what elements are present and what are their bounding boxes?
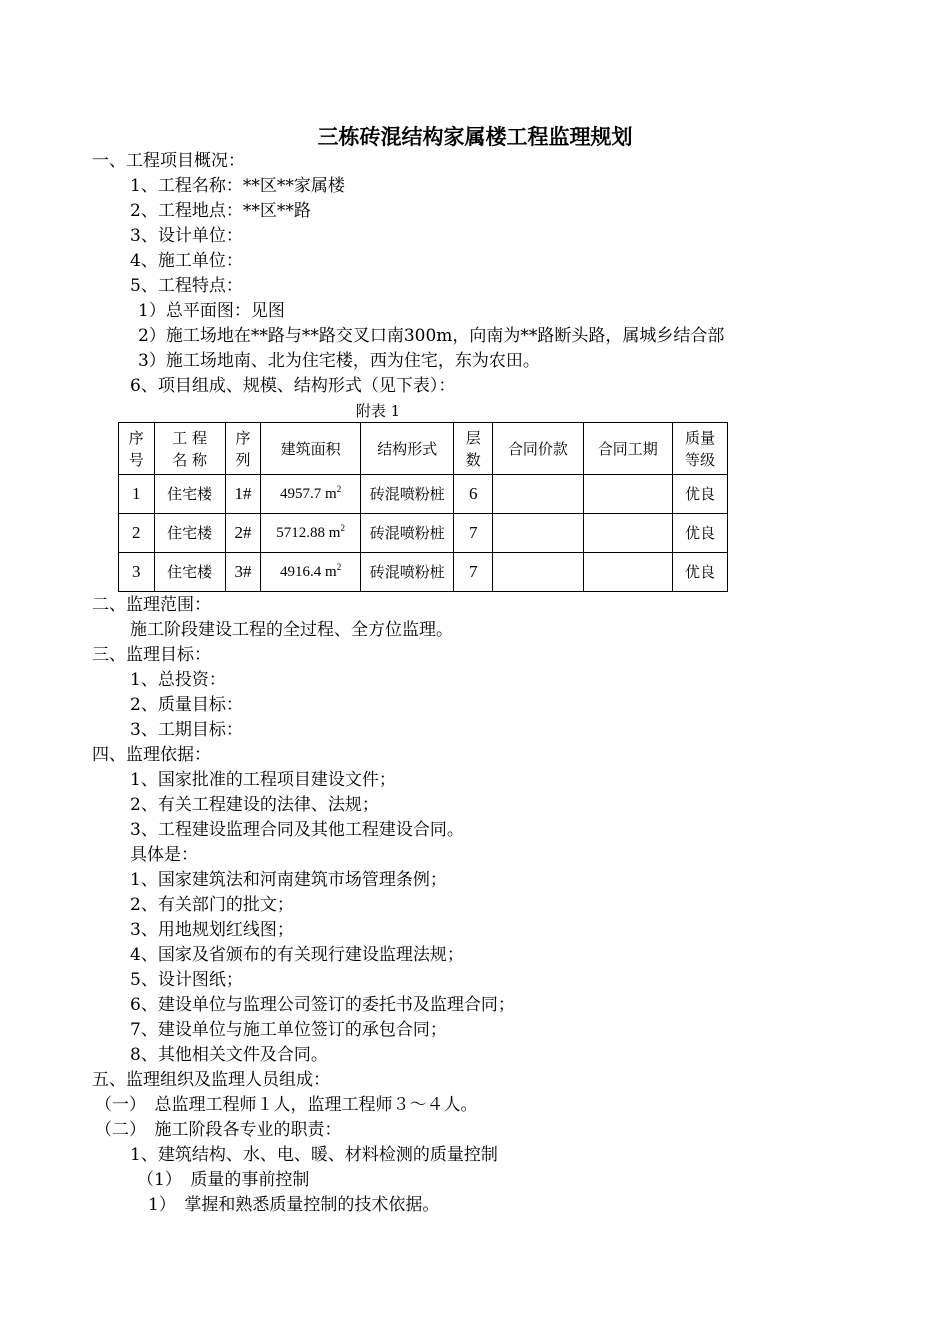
text-duties-heading: （二） 施工阶段各专业的职责： — [95, 1120, 342, 1140]
cell-seq: 3# — [225, 553, 261, 592]
cell-price — [493, 475, 583, 514]
text-quality-control-scope: 1、建筑结构、水、电、暖、材料检测的质量控制 — [130, 1145, 498, 1165]
text-specific-item: 5、设计图纸； — [130, 970, 243, 990]
header-quality-grade: 质量 等级 — [673, 423, 728, 475]
header-no: 序 号 — [119, 423, 155, 475]
text-specific-item: 3、用地规划红线图； — [130, 920, 294, 940]
text-staff-count: （一） 总监理工程师１人，监理工程师３～４人。 — [95, 1095, 478, 1115]
text-project-location: 2、工程地点：**区**路 — [130, 201, 311, 221]
text-site-plan: 1）总平面图：见图 — [138, 301, 285, 321]
cell-structure: 砖混喷粉桩 — [360, 475, 454, 514]
text-supervision-scope: 施工阶段建设工程的全过程、全方位监理。 — [130, 620, 453, 640]
text-specific-item: 8、其他相关文件及合同。 — [130, 1045, 328, 1065]
cell-price — [493, 514, 583, 553]
cell-no: 2 — [119, 514, 155, 553]
text-site-surroundings: 3）施工场地南、北为住宅楼，西为住宅，东为农田。 — [138, 351, 540, 371]
cell-floors: 6 — [454, 475, 493, 514]
header-building-area: 建筑面积 — [261, 423, 361, 475]
cell-structure: 砖混喷粉桩 — [360, 514, 454, 553]
text-design-unit: 3、设计单位： — [130, 226, 243, 246]
text-project-composition: 6、项目组成、规模、结构形式（见下表）： — [130, 376, 456, 396]
table-row — [119, 475, 728, 514]
heading-supervision-organization: 五、监理组织及监理人员组成： — [92, 1070, 330, 1090]
cell-period — [583, 553, 672, 592]
cell-area: 5712.88 $m^2$ — [261, 514, 361, 553]
document-title: 三栋砖混结构家属楼工程监理规划 — [317, 124, 633, 149]
cell-name: 住宅楼 — [154, 514, 225, 553]
cell-quality: 优良 — [673, 475, 728, 514]
project-table — [118, 422, 728, 592]
cell-no: 3 — [119, 553, 155, 592]
header-structure-type: 结构形式 — [360, 423, 454, 475]
heading-supervision-scope: 二、监理范围： — [92, 595, 211, 615]
cell-structure: 砖混喷粉桩 — [360, 553, 454, 592]
heading-supervision-basis: 四、监理依据： — [92, 745, 211, 765]
table-row — [119, 553, 728, 592]
cell-seq: 1# — [225, 475, 261, 514]
text-schedule-goal: 3、工期目标： — [130, 720, 243, 740]
cell-name: 住宅楼 — [154, 475, 225, 514]
header-contract-price: 合同价款 — [493, 423, 583, 475]
heading-project-overview: 一、工程项目概况： — [92, 151, 245, 171]
cell-price — [493, 553, 583, 592]
table-row — [119, 514, 728, 553]
cell-area: 4957.7 $m^2$ — [261, 475, 361, 514]
text-quality-goal: 2、质量目标： — [130, 695, 243, 715]
text-total-investment: 1、总投资： — [130, 670, 226, 690]
text-specific-item: 4、国家及省颁布的有关现行建设监理法规； — [130, 945, 464, 965]
cell-no: 1 — [119, 475, 155, 514]
header-floors: 层 数 — [454, 423, 493, 475]
cell-period — [583, 514, 672, 553]
cell-area: 4916.4 $m^2$ — [261, 553, 361, 592]
cell-quality: 优良 — [673, 514, 728, 553]
cell-period — [583, 475, 672, 514]
text-specifically: 具体是： — [130, 845, 198, 865]
cell-floors: 7 — [454, 553, 493, 592]
header-project-name: 工 程 名 称 — [154, 423, 225, 475]
header-contract-period: 合同工期 — [583, 423, 672, 475]
text-basis-item: 1、国家批准的工程项目建设文件； — [130, 770, 396, 790]
table-caption: 附表 1 — [355, 402, 401, 420]
text-project-features: 5、工程特点： — [130, 276, 243, 296]
text-site-location: 2）施工场地在**路与**路交叉口南300m，向南为**路断头路，属城乡结合部 — [138, 326, 725, 346]
cell-floors: 7 — [454, 514, 493, 553]
cell-quality: 优良 — [673, 553, 728, 592]
cell-name: 住宅楼 — [154, 553, 225, 592]
text-basis-item: 3、工程建设监理合同及其他工程建设合同。 — [130, 820, 464, 840]
text-specific-item: 6、建设单位与监理公司签订的委托书及监理合同； — [130, 995, 515, 1015]
header-sequence: 序 列 — [225, 423, 261, 475]
text-pre-control: （1） 质量的事前控制 — [137, 1170, 310, 1190]
cell-seq: 2# — [225, 514, 261, 553]
text-specific-item: 7、建设单位与施工单位签订的承包合同； — [130, 1020, 447, 1040]
heading-supervision-goals: 三、监理目标： — [92, 645, 211, 665]
text-construction-unit: 4、施工单位： — [130, 251, 243, 271]
text-specific-item: 2、有关部门的批文； — [130, 895, 294, 915]
text-project-name: 1、工程名称：**区**家属楼 — [130, 176, 345, 196]
text-specific-item: 1、国家建筑法和河南建筑市场管理条例； — [130, 870, 447, 890]
text-basis-item: 2、有关工程建设的法律、法规； — [130, 795, 379, 815]
text-technical-basis: 1） 掌握和熟悉质量控制的技术依据。 — [148, 1195, 440, 1215]
table-header-row — [119, 423, 728, 475]
